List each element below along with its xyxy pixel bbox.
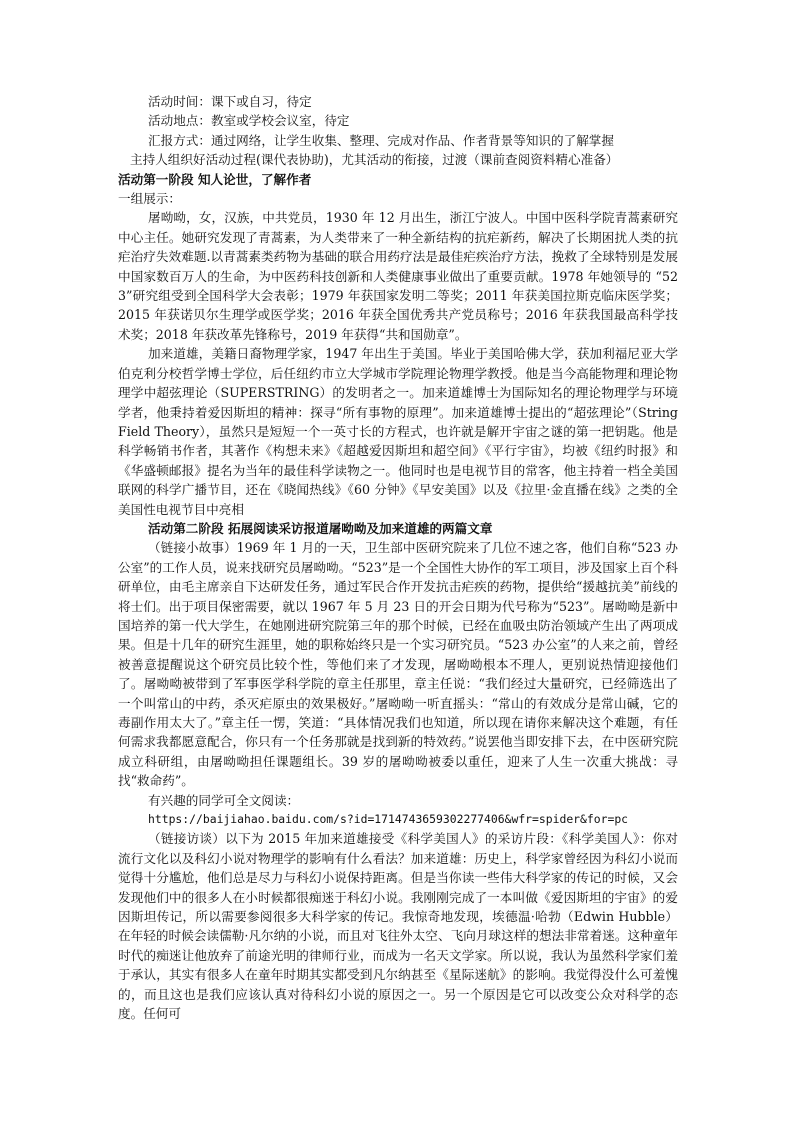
document-page <box>118 92 678 1024</box>
activity-place: 活动地点：教室或学校会议室，待定 <box>148 113 350 129</box>
stage1-heading: 活动第一阶段 知人论世，了解作者 <box>118 171 312 187</box>
group-label: 一组展示： <box>118 191 181 207</box>
tu-youyou-bio: 屠呦呦，女，汉族，中共党员，1930 年 12 月出生，浙江宁波人。中国中医科学院青蒿素研究中心主任。她研究发现了青蒿素，为人类带来了一种全新结构的抗疟新药，解决了长期困扰人类的抗疟治疗失效难题.以青蒿素类药物为基础的联合用药疗法是最佳疟疾治疗方法，挽救了全球特别是发展中国家数百万人的生命，为中医药科技创新和人类健康事业做出了重要贡献。1978 年她领导的 “523”研究组受到全国科学大会表彰；1979 年获国家发明二等奖；2011 年获美国拉斯克临床医学奖；2015 年获诺贝尔生理学或医学奖；2016 年获全国优秀共产党员称号；2016 年获我国最高科学技术奖；2018 年获改革先锋称号，2019 年获得“共和国勋章”。 <box>118 210 678 342</box>
report-method: 汇报方式：通过网络，让学生收集、整理、完成对作品、作者背景等知识的了解掌握 <box>148 132 614 148</box>
activity-time: 活动时间：课下或自习，待定 <box>148 94 312 109</box>
read-more-label: 有兴趣的同学可全文阅读： <box>148 792 300 808</box>
interview-paragraph: （链接访谈）以下为 2015 年加来道雄接受《科学美国人》的采访片段：《科学美国人》：你对流行文化以及科幻小说对物理学的影响有什么看法？加来道雄：历史上，科学家曾经因为科幻小说而觉得十分尴尬，他们总是尽力与科幻小说保持距离。但是当你读一些伟大科学家的传记的时候，又会发现他们中的很多人在小时候都很痴迷于科幻小说。我刚刚完成了一本叫做《爱因斯坦的宇宙》的爱因斯坦传记，所以需要参阅很多大科学家的传记。我惊奇地发现，埃德温·哈勃（Edwin Hubble）在年轻的时候会读儒勒·凡尔纳的小说，而且对飞往外太空、飞向月球这样的想法非常着迷。这种童年时代的痴迷让他放弃了前途光明的律师行业，而成为一名天文学家。所以说，我认为虽然科学家们羞于承认，其实有很多人在童年时期其实都受到凡尔纳甚至《星际迷航》的影响。我觉得没什么可羞愧的，而且这也是我们应该认真对待科幻小说的原因之一。另一个原因是它可以改变公众对科学的态度。任何可 <box>118 831 678 1022</box>
michio-kaku-bio: 加来道雄，美籍日裔物理学家，1947 年出生于美国。毕业于美国哈佛大学，获加利福尼亚大学伯克利分校哲学博士学位，后任纽约市立大学城市学院理论物理学教授。他是当今高能物理和理论物理学中超弦理论（SUPERSTRING）的发明者之一。加来道雄博士为国际知名的理论物理学与环境学者，他秉持着爱因斯坦的精神：探寻“所有事物的原理”。加来道雄博士提出的“超弦理论”（String Field Theory），虽然只是短短一个一英寸长的方程式，也许就是解开宇宙之谜的第一把钥匙。他是科学畅销书作者，其著作《构想未来》《超越爱因斯坦和超空间》《平行宇宙》，均被《纽约时报》和《华盛顿邮报》提名为当年的最佳科学读物之一。他同时也是电视节目的常客，他主持着一档全美国联网的科学广播节目，还在《晓闻热线》《60 分钟》《早安美国》以及《拉里·金直播在线》之类的全美国性电视节目中亮相 <box>118 346 678 517</box>
host-note: 主持人组织好活动过程(课代表协助)，尤其活动的衔接，过渡（课前查阅资料精心准备） <box>130 152 619 168</box>
story-paragraph: （链接小故事）1969 年 1 月的一天，卫生部中医研究院来了几位不速之客，他们自称“523 办公室”的工作人员，说来找研究员屠呦呦。“523”是一个全国性大协作的军工项目，涉及国家上百个科研单位，由毛主席亲自下达研发任务，通过军民合作开发抗击疟疾的药物，提供给“援越抗美”前线的将士们。出于项目保密需要，就以 1967 年 5 月 23 日的开会日期为代号称为“523”。屠呦呦是新中国培养的第一代大学生，在她刚进研究院第三年的那个时候，已经在血吸虫防治领域产生出了两项成果。但是十几年的研究生涯里，她的职称始终只是一个实习研究员。“523 办公室”的人来之前，曾经被善意提醒说这个研究员比较个性，等他们来了才发现，屠呦呦根本不理人，更别说热情迎接他们了。屠呦呦被带到了军事医学科学院的章主任那里，章主任说：“我们经过大量研究，已经筛选出了一个叫常山的中药，杀灭疟原虫的效果极好。”屠呦呦一听直摇头：“常山的有效成分是常山碱，它的毒副作用太大了。”章主任一愣，笑道：“具体情况我们也知道，所以现在请你来解决这个难题，有任何需求我都愿意配合，你只有一个任务那就是找到新的特效药。”说罢他当即安排下去，在中医研究院成立科研组，由屠呦呦担任课题组长。39 岁的屠呦呦被委以重任，迎来了人生一次重大挑战：寻找“救命药”。 <box>118 540 678 789</box>
stage2-heading: 活动第二阶段 拓展阅读采访报道屠呦呦及加来道雄的两篇文章 <box>148 520 493 536</box>
article-url[interactable]: https://baijiahao.baidu.com/s?id=1714743659302277406&wfr=spider&for=pc <box>148 812 629 827</box>
